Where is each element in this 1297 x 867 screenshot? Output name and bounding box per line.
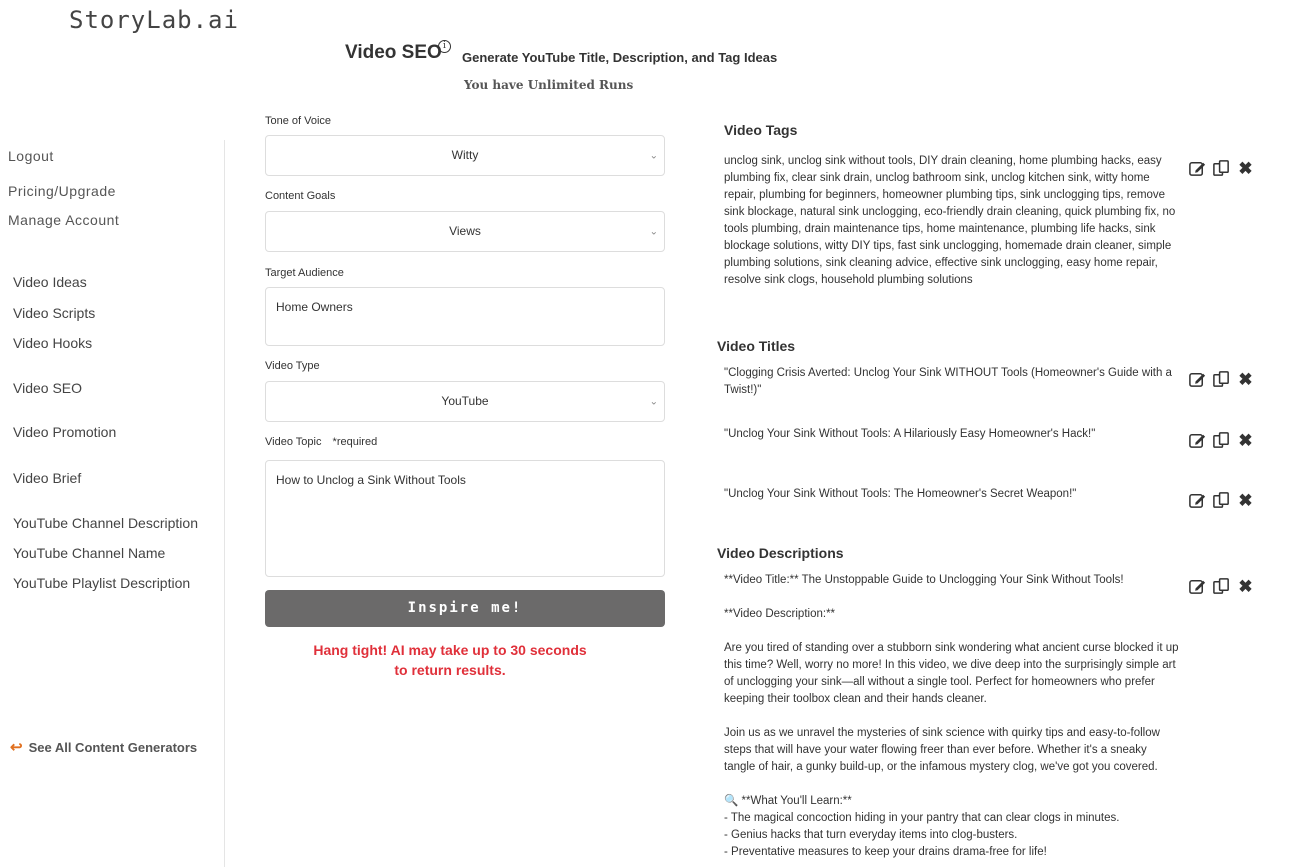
copy-icon[interactable] — [1212, 431, 1231, 450]
manage-account-link[interactable]: Manage Account — [8, 212, 120, 228]
audience-label: Target Audience — [265, 267, 344, 279]
delete-icon[interactable]: ✖ — [1238, 577, 1253, 596]
info-icon[interactable]: i — [438, 40, 451, 53]
copy-icon[interactable] — [1212, 159, 1231, 178]
nav-video-promotion[interactable]: Video Promotion — [13, 424, 117, 440]
pricing-link[interactable]: Pricing/Upgrade — [8, 183, 116, 199]
titles-heading: Video Titles — [717, 338, 796, 354]
page-title: Video SEO — [345, 42, 442, 63]
see-all-label: See All Content Generators — [28, 739, 198, 755]
title-result-1: "Clogging Crisis Averted: Unclog Your Sink WITHOUT Tools (Homeowner's Guide with a Twist!)" — [724, 367, 1172, 396]
desc-bullet-1: - The magical concoction hiding in your pantry that can clear clogs in minutes. — [724, 812, 1120, 824]
desc-paragraph-2: Join us as we unravel the mysteries of sink science with quirky tips and easy-to-follow steps that will have your water flowing freer than ever before. Whether it's a sneaky tangle of hair, a gunky build-up, or the infamous mystery clog, we've got you covered. — [724, 727, 1160, 773]
nav-video-ideas[interactable]: Video Ideas — [13, 274, 87, 290]
desc-bullet-3: - Preventative measures to keep your drains drama-free for life! — [724, 846, 1047, 858]
nav-video-scripts[interactable]: Video Scripts — [13, 305, 96, 321]
delete-icon[interactable]: ✖ — [1238, 491, 1253, 510]
chevron-down-icon: ⌄ — [649, 150, 658, 161]
wait-line-2: to return results. — [394, 662, 506, 678]
desc-bullet-2: - Genius hacks that turn everyday items into clog-busters. — [724, 829, 1018, 841]
goals-select[interactable] — [265, 211, 665, 252]
description-actions — [1188, 577, 1255, 596]
nav-youtube-channel-name[interactable]: YouTube Channel Name — [13, 545, 166, 561]
nav-video-brief[interactable]: Video Brief — [13, 470, 82, 486]
type-label: Video Type — [265, 360, 320, 372]
nav-youtube-playlist-description[interactable]: YouTube Playlist Description — [13, 575, 191, 591]
chevron-down-icon: ⌄ — [649, 226, 658, 237]
tags-actions — [1188, 159, 1255, 178]
title-2-actions — [1188, 431, 1255, 450]
inspire-button[interactable]: Inspire me! — [265, 590, 665, 627]
wait-message — [265, 640, 635, 680]
topic-input[interactable]: How to Unclog a Sink Without Tools — [265, 460, 665, 577]
logout-link[interactable]: Logout — [8, 148, 54, 164]
tags-heading: Video Tags — [724, 122, 798, 138]
copy-icon[interactable] — [1212, 577, 1231, 596]
desc-label-line: **Video Description:** — [724, 608, 836, 620]
tone-label: Tone of Voice — [265, 115, 332, 127]
desc-title-line: **Video Title:** The Unstoppable Guide to Unclogging Your Sink Without Tools! — [724, 574, 1124, 586]
goals-value: Views — [449, 224, 481, 238]
brand-logo[interactable]: StoryLab.ai — [69, 6, 239, 34]
see-all-generators-link[interactable] — [10, 738, 197, 756]
title-result-3: "Unclog Your Sink Without Tools: The Homeowner's Secret Weapon!" — [724, 488, 1077, 500]
nav-video-hooks[interactable]: Video Hooks — [13, 335, 93, 351]
title-3-actions — [1188, 491, 1255, 510]
copy-icon[interactable] — [1212, 370, 1231, 389]
topic-label: Video Topic — [265, 436, 322, 448]
copy-icon[interactable] — [1212, 491, 1231, 510]
page-subtitle: Generate YouTube Title, Description, and Tag Ideas — [462, 50, 778, 65]
tone-select[interactable] — [265, 135, 665, 176]
desc-learn-heading: 🔍 **What You'll Learn:** — [724, 795, 852, 807]
edit-icon[interactable] — [1188, 577, 1207, 596]
title-1-actions — [1188, 370, 1255, 389]
edit-icon[interactable] — [1188, 431, 1207, 450]
title-result-2: "Unclog Your Sink Without Tools: A Hilariously Easy Homeowner's Hack!" — [724, 428, 1096, 440]
nav-youtube-channel-description[interactable]: YouTube Channel Description — [13, 515, 198, 531]
goals-label: Content Goals — [265, 190, 336, 202]
desc-paragraph-1: Are you tired of standing over a stubborn sink wondering what ancient curse blocked it up this time? Well, worry no more! In this video, we dive deep into the surprisingly simple art of unclogging your sink—all without a single tool. Perfect for homeowners who prefer keeping their toolbox clean and their hands cleaner. — [724, 642, 1179, 705]
edit-icon[interactable] — [1188, 491, 1207, 510]
tone-value: Witty — [451, 148, 479, 162]
wait-line-1: Hang tight! AI may take up to 30 seconds — [313, 642, 587, 658]
delete-icon[interactable]: ✖ — [1238, 431, 1253, 450]
back-arrow-icon: ↩ — [10, 739, 23, 756]
edit-icon[interactable] — [1188, 370, 1207, 389]
delete-icon[interactable]: ✖ — [1238, 370, 1253, 389]
edit-icon[interactable] — [1188, 159, 1207, 178]
type-value: YouTube — [441, 394, 489, 408]
audience-input[interactable]: Home Owners — [265, 287, 665, 346]
runs-remaining: You have Unlimited Runs — [464, 78, 634, 92]
sidebar-divider — [224, 140, 225, 867]
chevron-down-icon: ⌄ — [649, 396, 658, 407]
nav-video-seo[interactable]: Video SEO — [13, 380, 83, 396]
topic-label-row — [265, 436, 377, 448]
topic-required: *required — [332, 436, 378, 448]
description-result — [724, 572, 1179, 861]
type-select[interactable] — [265, 381, 665, 422]
tags-text: unclog sink, unclog sink without tools, DIY drain cleaning, home plumbing hacks, easy plumbing fix, clear sink drain, unclog bathroom sink, unclog kitchen sink, witty home repair, plumbing for beginners, homeowner plumbing tips, sink unclogging tips, remove sink blockage, natural sink unclogging, eco-friendly drain cleaning, quick plumbing fix, no tools plumbing, drain maintenance tips, home maintenance, plumbing life hacks, sink blockage solutions, witty DIY tips, fast sink unclogging, homemade drain cleaner, simple plumbing solutions, sink cleaning advice, effective sink unclogging, easy home repair, resolve sink clogs, household plumbing solutions — [724, 155, 1176, 286]
delete-icon[interactable]: ✖ — [1238, 159, 1253, 178]
descriptions-heading: Video Descriptions — [717, 545, 844, 561]
